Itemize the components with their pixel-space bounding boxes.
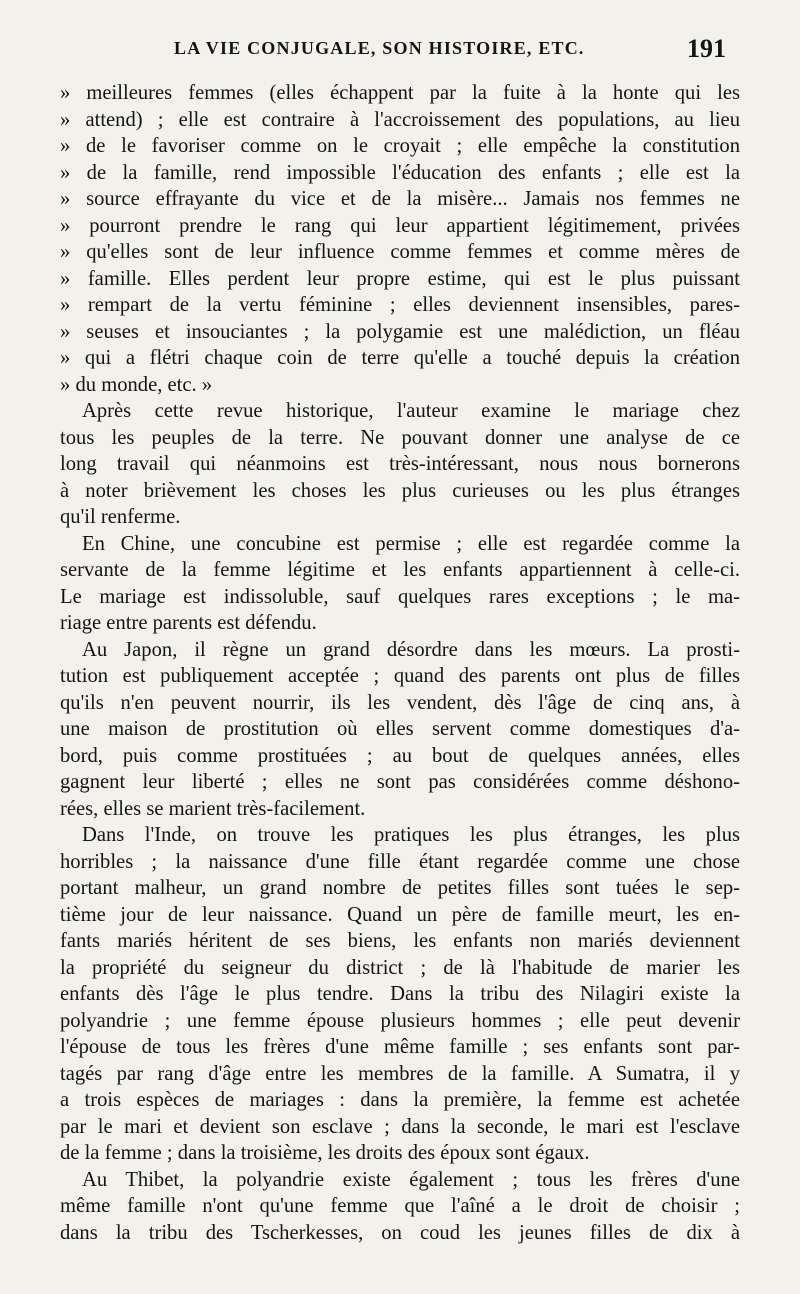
text-line: qu'ils n'en peuvent nourrir, ils les vendent, dès l'âge de cinq ans, à <box>60 691 740 714</box>
text-line: la propriété du seigneur du district ; de là l'habitude de marier les <box>60 956 740 979</box>
text-line: » source effrayante du vice et de la misère... Jamais nos femmes ne <box>60 188 740 210</box>
text-line: horribles ; la naissance d'une fille étant regardée comme une chose <box>60 850 740 873</box>
running-head <box>60 34 740 68</box>
text-line: tous les peuples de la terre. Ne pouvant donner une analyse de ce <box>60 426 740 449</box>
text-line: » pourront prendre le rang qui leur appartient légitimement, privées <box>60 214 740 237</box>
text-line: rées, elles se marient très-facilement. <box>60 797 366 820</box>
text-line: l'épouse de tous les frères d'une même famille ; ses enfants sont par- <box>60 1036 740 1058</box>
text-line: riage entre parents est défendu. <box>60 612 317 634</box>
text-line: à noter brièvement les choses les plus curieuses ou les plus étranges <box>60 479 740 502</box>
text-line: » seuses et insouciantes ; la polygamie est une malédiction, un fléau <box>60 320 740 343</box>
text-line: tagés par rang d'âge entre les membres de la famille. A Sumatra, il y <box>60 1062 740 1085</box>
text-line: » rempart de la vertu féminine ; elles deviennent insensibles, pares- <box>60 294 740 316</box>
text-line: tution est publiquement acceptée ; quand des parents ont plus de filles <box>60 665 740 687</box>
text-line: » de le favoriser comme on le croyait ; elle empêche la constitution <box>60 135 740 157</box>
body-text <box>60 80 740 1246</box>
text-line: qu'il renferme. <box>60 506 181 528</box>
text-line: par le mari et devient son esclave ; dans la seconde, le mari est l'esclave <box>60 1115 740 1138</box>
text-line: » qu'elles sont de leur influence comme femmes et comme mères de <box>60 241 740 263</box>
paragraph-start: Au Japon, il règne un grand désordre dans les mœurs. La prosti- <box>82 638 740 661</box>
text-line: même famille n'ont qu'une femme que l'aîné a le droit de choisir ; <box>60 1195 740 1217</box>
running-title: LA VIE CONJUGALE, SON HISTOIRE, ETC. <box>174 38 585 58</box>
text-line: dans la tribu des Tscherkesses, on coud les jeunes filles de dix à <box>60 1221 740 1244</box>
text-line: » de la famille, rend impossible l'éducation des enfants ; elle est la <box>60 161 740 184</box>
page-number: 191 <box>687 34 726 63</box>
text-line: de la femme ; dans la troisième, les droits des époux sont égaux. <box>60 1142 590 1164</box>
text-line: a trois espèces de mariages : dans la première, la femme est achetée <box>60 1089 740 1111</box>
text-line: portant malheur, un grand nombre de petites filles sont tuées le sep- <box>60 877 740 899</box>
text-line: tième jour de leur naissance. Quand un père de famille meurt, les en- <box>60 903 740 926</box>
paragraph-start: Au Thibet, la polyandrie existe également ; tous les frères d'une <box>82 1168 740 1191</box>
paragraph-start: En Chine, une concubine est permise ; elle est regardée comme la <box>82 532 740 555</box>
paragraph-start: Après cette revue historique, l'auteur examine le mariage chez <box>82 400 740 422</box>
text-line: » du monde, etc. » <box>60 373 213 396</box>
paragraph-start: Dans l'Inde, on trouve les pratiques les plus étranges, les plus <box>82 824 740 846</box>
text-line: gagnent leur liberté ; elles ne sont pas considérées comme déshono- <box>60 771 740 793</box>
text-line: une maison de prostitution où elles servent comme domestiques d'a- <box>60 718 740 740</box>
text-line: fants mariés héritent de ses biens, les enfants non mariés deviennent <box>60 930 740 952</box>
text-line: bord, puis comme prostituées ; au bout de quelques années, elles <box>60 744 740 767</box>
text-line: servante de la femme légitime et les enfants appartiennent à celle-ci. <box>60 559 740 581</box>
text-line: Le mariage est indissoluble, sauf quelques rares exceptions ; le ma- <box>60 585 740 608</box>
text-line: enfants dès l'âge le plus tendre. Dans la tribu des Nilagiri existe la <box>60 983 740 1005</box>
text-line: » attend) ; elle est contraire à l'accroissement des populations, au lieu <box>60 108 740 131</box>
text-line: » meilleures femmes (elles échappent par la fuite à la honte qui les <box>60 82 740 104</box>
text-line: » famille. Elles perdent leur propre estime, qui est le plus puissant <box>60 267 740 290</box>
text-line: » qui a flétri chaque coin de terre qu'elle a touché depuis la création <box>60 347 740 369</box>
text-line: polyandrie ; une femme épouse plusieurs hommes ; elle peut devenir <box>60 1009 740 1032</box>
text-line: long travail qui néanmoins est très-intéressant, nous nous bornerons <box>60 453 740 475</box>
